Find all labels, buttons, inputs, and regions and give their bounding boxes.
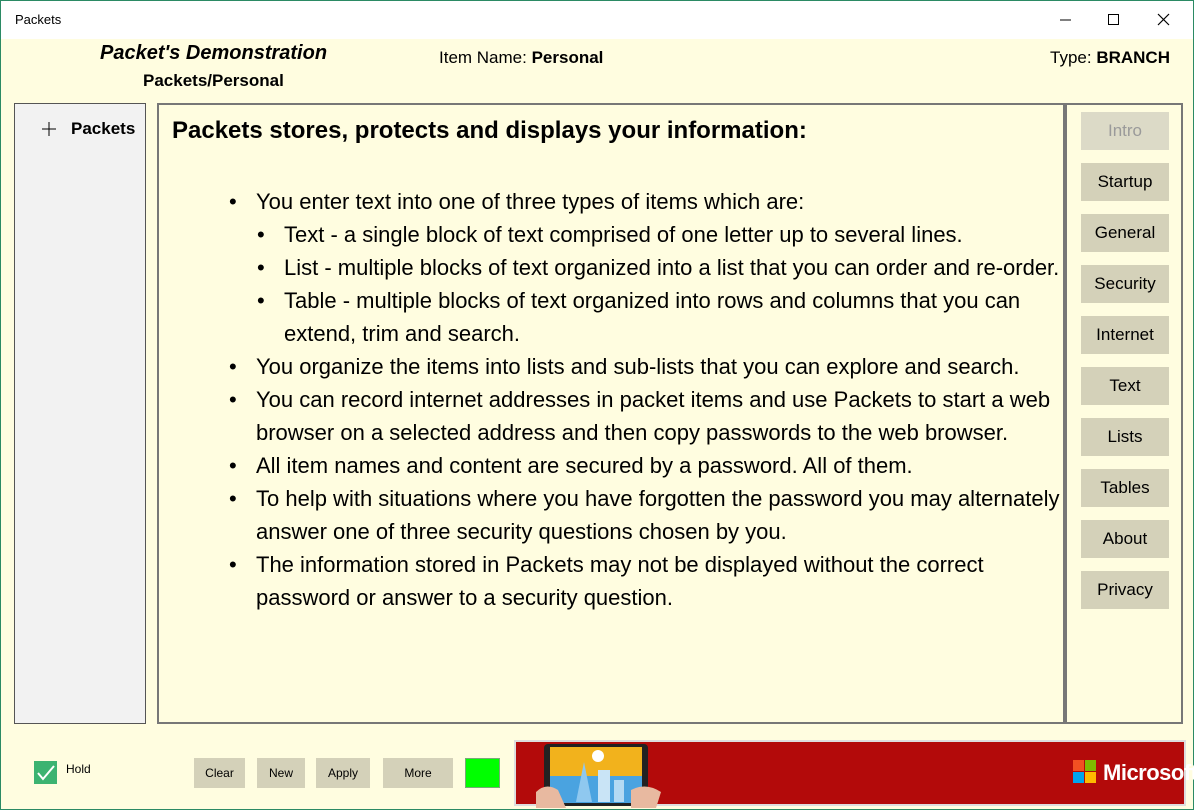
clear-button[interactable]: Clear <box>194 758 245 788</box>
content-panel <box>157 103 1065 724</box>
item-name <box>439 48 603 68</box>
checkbox-box[interactable] <box>34 761 57 784</box>
apply-button[interactable]: Apply <box>316 758 370 788</box>
text-button[interactable]: Text <box>1081 367 1169 405</box>
hold-checkbox[interactable] <box>34 761 91 784</box>
general-button[interactable]: General <box>1081 214 1169 252</box>
close-button[interactable] <box>1141 1 1187 39</box>
tree-item-label: Packets <box>71 119 136 138</box>
status-indicator <box>465 758 500 788</box>
startup-button[interactable]: Startup <box>1081 163 1169 201</box>
maximize-button[interactable] <box>1091 1 1137 39</box>
checkmark-icon <box>37 765 55 781</box>
title-bar <box>1 1 1193 39</box>
section-buttons-panel <box>1065 103 1183 724</box>
tablet-illustration-icon <box>536 742 696 808</box>
list-item: • List - multiple blocks of text organized into a list that you can order and re-order. <box>257 251 1069 284</box>
item-type-value: BRANCH <box>1096 48 1170 67</box>
about-button[interactable]: About <box>1081 520 1169 558</box>
list-item: • Text - a single block of text comprised of one letter up to several lines. <box>257 218 1069 251</box>
list-item: • Table - multiple blocks of text organized into rows and columns that you can extend, trim and search. <box>257 284 1069 350</box>
tables-button[interactable]: Tables <box>1081 469 1169 507</box>
expand-plus-icon[interactable] <box>41 121 57 137</box>
item-name-label: Item Name: <box>439 48 527 67</box>
item-type <box>1050 48 1170 68</box>
lists-button[interactable]: Lists <box>1081 418 1169 456</box>
minimize-icon <box>1060 14 1072 26</box>
ad-banner[interactable] <box>514 740 1198 806</box>
content-heading: Packets stores, protects and displays your information: <box>172 117 807 144</box>
microsoft-logo-icon <box>1073 760 1097 784</box>
ad-brand-text: Microsoft <box>1103 760 1198 785</box>
item-type-label: Type: <box>1050 48 1092 67</box>
maximize-icon <box>1108 14 1120 26</box>
item-path: Packets/Personal <box>143 71 284 90</box>
internet-button[interactable]: Internet <box>1081 316 1169 354</box>
new-button[interactable]: New <box>257 758 305 788</box>
item-tree[interactable] <box>14 103 146 724</box>
privacy-button[interactable]: Privacy <box>1081 571 1169 609</box>
list-item: • The information stored in Packets may not be displayed without the correct password or answer to a security question. <box>229 548 1069 614</box>
hold-label: Hold <box>66 762 91 776</box>
bullet-list <box>229 185 1069 614</box>
window-title: Packets <box>15 12 62 27</box>
item-name-value: Personal <box>531 48 604 67</box>
app-title: Packet's Demonstration <box>100 42 328 64</box>
list-item: • To help with situations where you have forgotten the password you may alternately answer one of three security questions chosen by you. <box>229 482 1069 548</box>
tree-item-packets[interactable] <box>41 119 135 139</box>
minimize-button[interactable] <box>1043 1 1089 39</box>
list-item: • You organize the items into lists and sub-lists that you can explore and search. <box>229 350 1069 383</box>
close-icon <box>1158 14 1170 26</box>
security-button[interactable]: Security <box>1081 265 1169 303</box>
more-button[interactable]: More <box>383 758 453 788</box>
list-item: • You enter text into one of three types of items which are: <box>229 185 1069 218</box>
list-item: • You can record internet addresses in packet items and use Packets to start a web browser on a selected address and then copy passwords to the web browser. <box>229 383 1069 449</box>
intro-button[interactable]: Intro <box>1081 112 1169 150</box>
list-item: • All item names and content are secured by a password. All of them. <box>229 449 1069 482</box>
